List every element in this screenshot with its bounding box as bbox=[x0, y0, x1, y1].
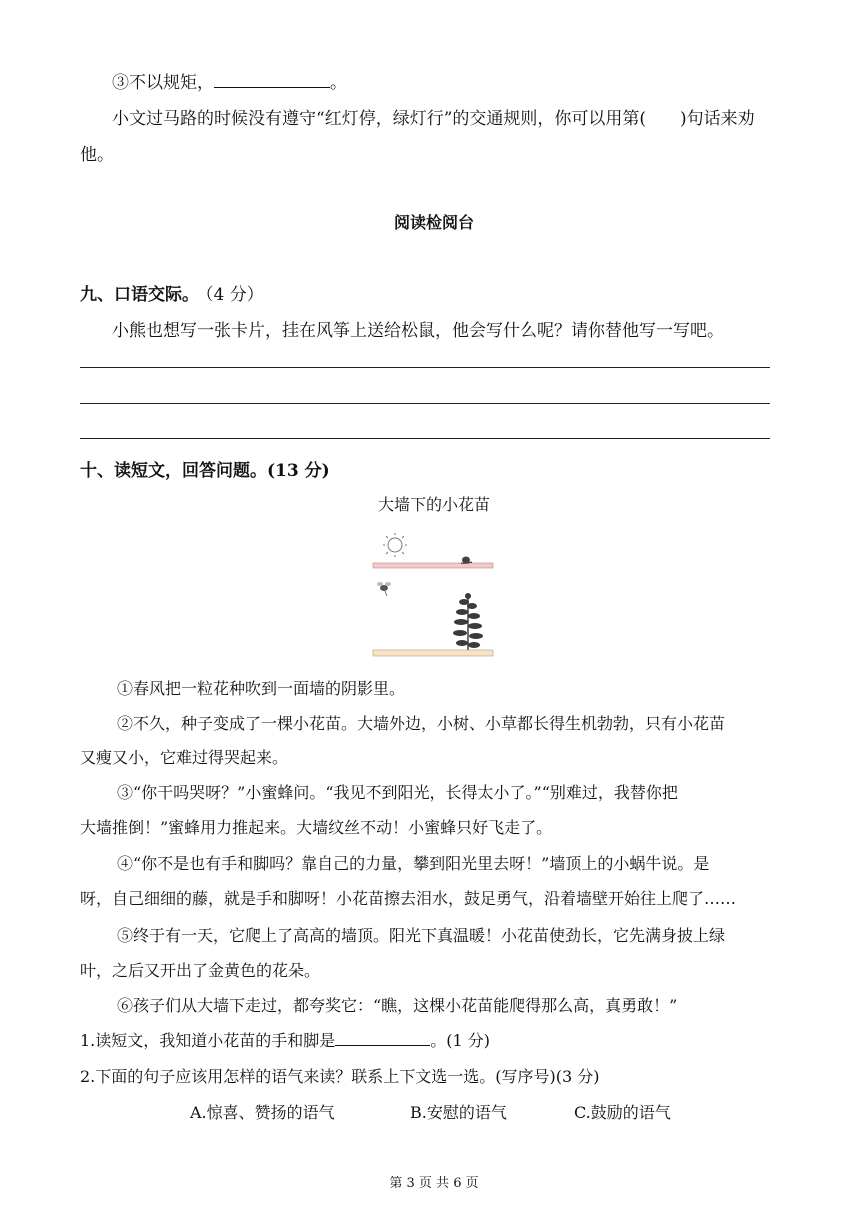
paragraph-4-line2: 呀，自己细细的藤，就是手和脚呀！小花苗擦去泪水，鼓足勇气，沿着墙壁开始往上爬了…… bbox=[80, 889, 737, 908]
bee-icon bbox=[377, 582, 391, 596]
proverb-3 bbox=[112, 68, 347, 93]
sun-icon bbox=[383, 533, 407, 557]
paragraph-3-line2: 大墙推倒！”蜜蜂用力推起来。大墙纹丝不动！小蜜蜂只好飞走了。 bbox=[80, 818, 553, 837]
paragraph-2-line1: ②不久，种子变成了一棵小花苗。大墙外边，小树、小草都长得生机勃勃，只有小花苗 bbox=[117, 714, 726, 733]
option-b: B.安慰的语气 bbox=[410, 1103, 507, 1122]
subquestion-1-text: 1.读短文，我知道小花苗的手和脚是 bbox=[80, 1031, 336, 1050]
q9-answer-line-1[interactable] bbox=[80, 367, 770, 368]
q9-score: （4 分） bbox=[205, 285, 264, 305]
q9-prompt: 小熊也想写一张卡片，挂在风筝上送给松鼠，他会写什么呢？请你替他写一写吧。 bbox=[112, 321, 724, 341]
option-c: C.鼓励的语气 bbox=[574, 1103, 671, 1122]
traffic-question-line1 bbox=[112, 104, 755, 129]
q9-heading bbox=[80, 280, 264, 305]
story-illustration bbox=[368, 530, 498, 660]
q9-answer-line-3[interactable] bbox=[80, 438, 770, 439]
wall-top bbox=[373, 563, 493, 568]
subquestion-1-blank[interactable] bbox=[335, 1044, 430, 1046]
paragraph-1: ①春风把一粒花种吹到一面墙的阴影里。 bbox=[117, 679, 406, 698]
traffic-question-line2: 他。 bbox=[80, 145, 114, 165]
q9-heading-text: 九、口语交际。 bbox=[80, 285, 199, 305]
q9-answer-line-2[interactable] bbox=[80, 403, 770, 404]
ground bbox=[373, 650, 493, 656]
proverb-3-prefix: ③不以规矩， bbox=[112, 73, 214, 93]
traffic-question-text-a: 小文过马路的时候没有遵守“红灯停，绿灯行”的交通规则，你可以用第( bbox=[112, 109, 647, 129]
page-number: 第 3 页 共 6 页 bbox=[389, 1176, 479, 1191]
paragraph-6: ⑥孩子们从大墙下走过，都夸奖它：“瞧，这棵小花苗能爬得那么高，真勇敢！” bbox=[117, 996, 678, 1015]
paragraph-3-line1: ③“你干吗哭呀？”小蜜蜂问。“我见不到阳光，长得太小了。”“别难过，我替你把 bbox=[117, 783, 678, 802]
q10-heading: 十、读短文，回答问题。(13 分) bbox=[80, 461, 330, 481]
traffic-question-text-b: )句话来劝 bbox=[680, 109, 755, 129]
paragraph-5-line1: ⑤终于有一天，它爬上了高高的墙顶。阳光下真温暖！小花苗使劲长，它先满身披上绿 bbox=[117, 926, 726, 945]
subquestion-1 bbox=[80, 1028, 490, 1051]
paragraph-4-line1: ④“你不是也有手和脚吗？靠自己的力量，攀到阳光里去呀！”墙顶上的小蜗牛说。是 bbox=[117, 854, 710, 873]
flower-plant-icon bbox=[453, 593, 483, 650]
snail-icon bbox=[461, 557, 472, 564]
option-a: A.惊喜、赞扬的语气 bbox=[190, 1103, 335, 1122]
story-title: 大墙下的小花苗 bbox=[377, 495, 490, 514]
paragraph-5-line2: 叶，之后又开出了金黄色的花朵。 bbox=[80, 961, 321, 980]
proverb-3-blank[interactable] bbox=[214, 86, 330, 88]
section-title: 阅读检阅台 bbox=[393, 213, 474, 232]
subquestion-2: 2.下面的句子应该用怎样的语气来读？联系上下文选一选。(写序号)(3 分) bbox=[80, 1067, 600, 1086]
paragraph-2-line2: 又瘦又小，它难过得哭起来。 bbox=[80, 748, 289, 767]
proverb-3-suffix: 。 bbox=[330, 73, 347, 93]
subquestion-1-score: 。(1 分) bbox=[430, 1031, 491, 1050]
